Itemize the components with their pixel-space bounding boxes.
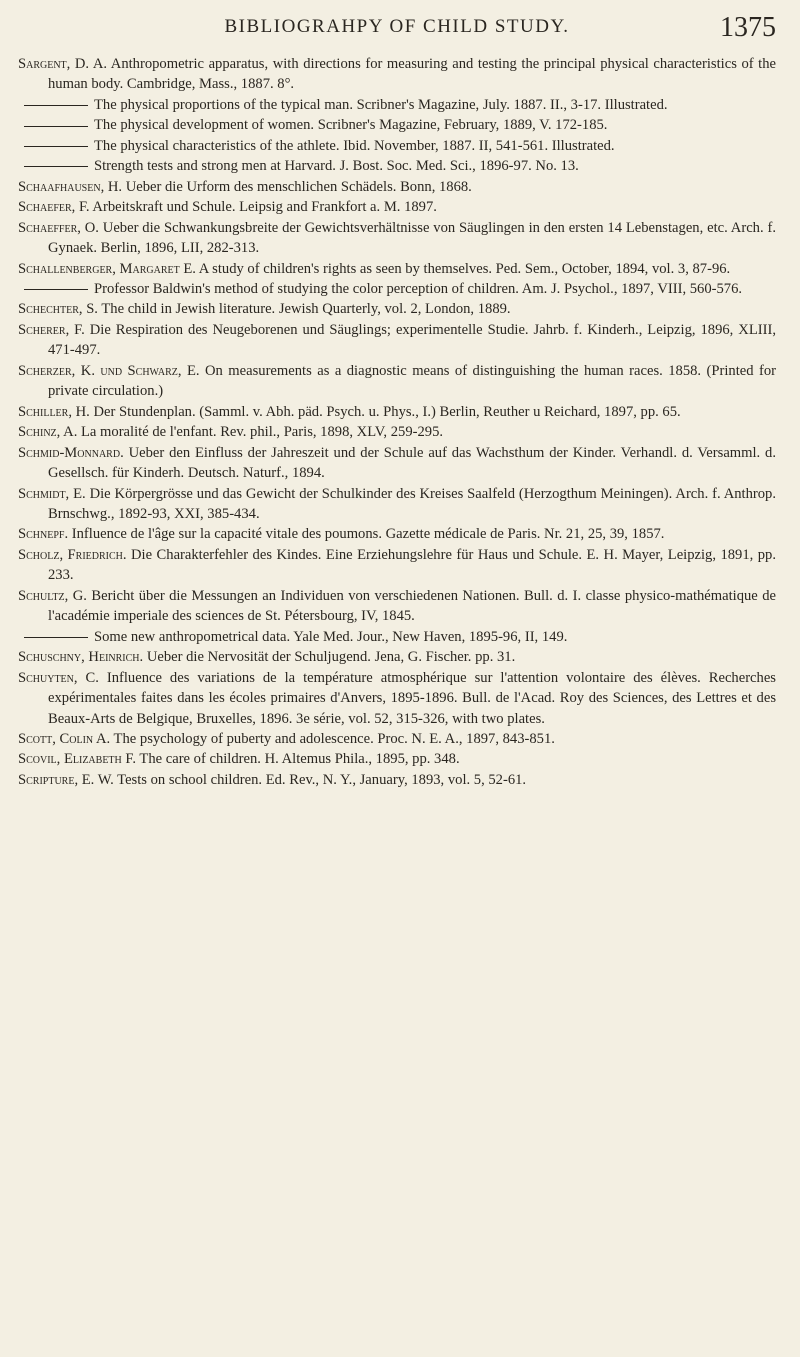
entry-author: Schallenberger, Margaret E. — [18, 260, 196, 277]
entry-author: Schultz, G. — [18, 587, 87, 604]
entry-text: Ueber die Schwankungsbreite der Gewichtsverhältnisse von Säuglingen in den ersten 14 Lebenstagen, etc. Arch. f. Gynaek. Berlin, 1896, LII, 282-313. — [48, 219, 776, 257]
entry-author: Scripture, E. W. — [18, 771, 114, 788]
entry-text: Ueber die Nervosität der Schuljugend. Jena, G. Fischer. pp. 31. — [143, 649, 516, 666]
entry-text: Anthropometric apparatus, with directions for measuring and testing the principal physical characteristics of the human body. Cambridge, Mass., 1887. 8°. — [48, 56, 776, 93]
ditto-dash — [24, 166, 88, 167]
entry-author: Schiller, H. — [18, 403, 90, 420]
bibliography-entry — [18, 749, 776, 769]
bibliography-entry — [18, 361, 776, 402]
entry-text: Professor Baldwin's method of studying the color perception of children. Am. J. Psychol., 1897, VIII, 560-576. — [94, 280, 743, 297]
bibliography-entry — [18, 320, 776, 361]
entry-text: A study of children's rights as seen by themselves. Ped. Sem., October, 1894, vol. 3, 87-96. — [195, 260, 731, 277]
entry-text: The psychology of puberty and adolescence. Proc. N. E. A., 1897, 843-851. — [110, 730, 555, 747]
entry-author: Scherzer, K. und Schwarz, E. — [18, 362, 200, 379]
running-title: BIBLIOGRAHPY OF CHILD STUDY. — [224, 16, 570, 37]
ditto-dash — [24, 126, 88, 127]
entry-author: Scovil, Elizabeth F. — [18, 751, 137, 768]
entry-text: Ueber den Einfluss der Jahreszeit und der Schule auf das Wachsthum der Kinder. Verhandl. d. Versamml. d. Gesellsch. für Kinderh. Deutsch. Naturf., 1894. — [48, 444, 776, 482]
bibliography-entry — [18, 115, 776, 135]
ditto-dash — [24, 105, 88, 106]
entry-text: Die Respiration des Neugeborenen und Säuglings; experimentelle Studie. Jahrb. f. Kinderh., Leipzig, 1896, XLIII, 471-497. — [48, 321, 776, 359]
bibliography-entry — [18, 729, 776, 749]
bibliography-entry — [18, 136, 776, 156]
bibliography-entry — [18, 197, 776, 217]
entry-author: Scholz, Friedrich. — [18, 546, 127, 563]
entry-text: Bericht über die Messungen an Individuen von verschiedenen Nationen. Bull. d. I. classe physico-mathématique de l'académie imperiale des sciences de St. Pétersbourg, IV, 1845. — [48, 587, 776, 625]
entry-author: Schaefer, F. — [18, 199, 90, 216]
entry-text: The care of children. H. Altemus Phila., 1895, pp. 348. — [136, 751, 460, 768]
bibliography-entry — [18, 422, 776, 442]
entry-author: Schaafhausen, H. — [18, 178, 123, 195]
bibliography-entry — [18, 218, 776, 259]
entry-author: Schaeffer, O. — [18, 219, 99, 236]
entry-author: Schechter, S. — [18, 301, 98, 318]
bibliography-entry — [18, 770, 776, 790]
entry-author: Schnepf. — [18, 526, 69, 543]
page-number: 1375 — [720, 12, 776, 43]
bibliography-entry — [18, 586, 776, 627]
entry-text: Die Charakterfehler des Kindes. Eine Erziehungslehre für Haus und Schule. E. H. Mayer, Leipzig, 1891, pp. 233. — [48, 546, 776, 584]
ditto-dash — [24, 637, 88, 638]
bibliography-entry — [18, 95, 776, 115]
entry-author: Scherer, F. — [18, 321, 85, 338]
ditto-dash — [24, 289, 88, 290]
entry-text: Some new anthropometrical data. Yale Med. Jour., New Haven, 1895-96, II, 149. — [94, 628, 568, 645]
bibliography-entry — [18, 156, 776, 176]
bibliography-entry — [18, 299, 776, 319]
bibliography-entry — [18, 545, 776, 586]
bibliography-entry — [18, 54, 776, 95]
running-head — [18, 12, 776, 52]
entry-text: The physical characteristics of the athlete. Ibid. November, 1887. II, 541-561. Illustrated. — [94, 137, 615, 154]
bibliography-entry — [18, 668, 776, 729]
bibliography-entry — [18, 259, 776, 279]
entry-text: Ueber die Urform des menschlichen Schädels. Bonn, 1868. — [122, 178, 472, 195]
entry-text: Arbeitskraft und Schule. Leipsig and Frankfort a. M. 1897. — [89, 199, 437, 216]
entry-text: The physical proportions of the typical man. Scribner's Magazine, July. 1887. II., 3-17. Illustrated. — [94, 96, 668, 113]
bibliography-entry — [18, 647, 776, 667]
bibliography-entry — [18, 524, 776, 544]
entry-author: Schmid-Monnard. — [18, 444, 124, 461]
bibliography-entry — [18, 443, 776, 484]
entry-text: On measurements as a diagnostic means of distinguishing the human races. 1858. (Printed for private circulation.) — [48, 362, 776, 400]
entry-text: Die Körpergrösse und das Gewicht der Schulkinder des Kreises Saalfeld (Herzogthum Meiningen). Arch. f. Anthrop. Brnschwg., 1892-93, XXI, 385-434. — [48, 485, 777, 522]
entry-author: Schmidt, E. — [18, 485, 86, 502]
entry-text: Influence des variations de la température atmosphérique sur l'attention volontaire des élèves. Recherches expérimentales faites dans les écoles primaires d'Anvers, 1895-1896. Bull. de l'Acad. Roy des Sciences, des Lettres et des Beaux-Arts de Belgique, Bruxelles, 1896. 3e série, vol. 52, 315-326, with two plates. — [48, 669, 776, 727]
entry-text: Influence de l'âge sur la capacité vitale des poumons. Gazette médicale de Paris. Nr. 21, 25, 39, 1857. — [68, 526, 665, 543]
bibliography-entry — [18, 177, 776, 197]
entry-author: Scott, Colin A. — [18, 730, 111, 747]
bibliography-entry — [18, 627, 776, 647]
entry-author: Schuschny, Heinrich. — [18, 649, 144, 666]
ditto-dash — [24, 146, 88, 147]
entry-text: Der Stundenplan. (Samml. v. Abh. päd. Psych. u. Phys., I.) Berlin, Reuther u Reichard, 1897, pp. 65. — [89, 403, 681, 420]
entry-text: Strength tests and strong men at Harvard. J. Bost. Soc. Med. Sci., 1896-97. No. 13. — [94, 158, 579, 175]
entry-text: The child in Jewish literature. Jewish Quarterly, vol. 2, London, 1889. — [97, 301, 511, 318]
entry-text: The physical development of women. Scribner's Magazine, February, 1889, V. 172-185. — [94, 117, 608, 134]
bibliography-list — [18, 54, 776, 790]
bibliography-entry — [18, 484, 776, 525]
entry-author: Schuyten, C. — [18, 669, 99, 686]
entry-text: La moralité de l'enfant. Rev. phil., Paris, 1898, XLV, 259-295. — [77, 424, 444, 441]
entry-text: Tests on school children. Ed. Rev., N. Y., January, 1893, vol. 5, 52-61. — [113, 771, 527, 788]
entry-author: Sargent, D. A. — [18, 56, 108, 72]
bibliography-entry — [18, 402, 776, 422]
bibliography-entry — [18, 279, 776, 299]
entry-author: Schinz, A. — [18, 424, 78, 441]
